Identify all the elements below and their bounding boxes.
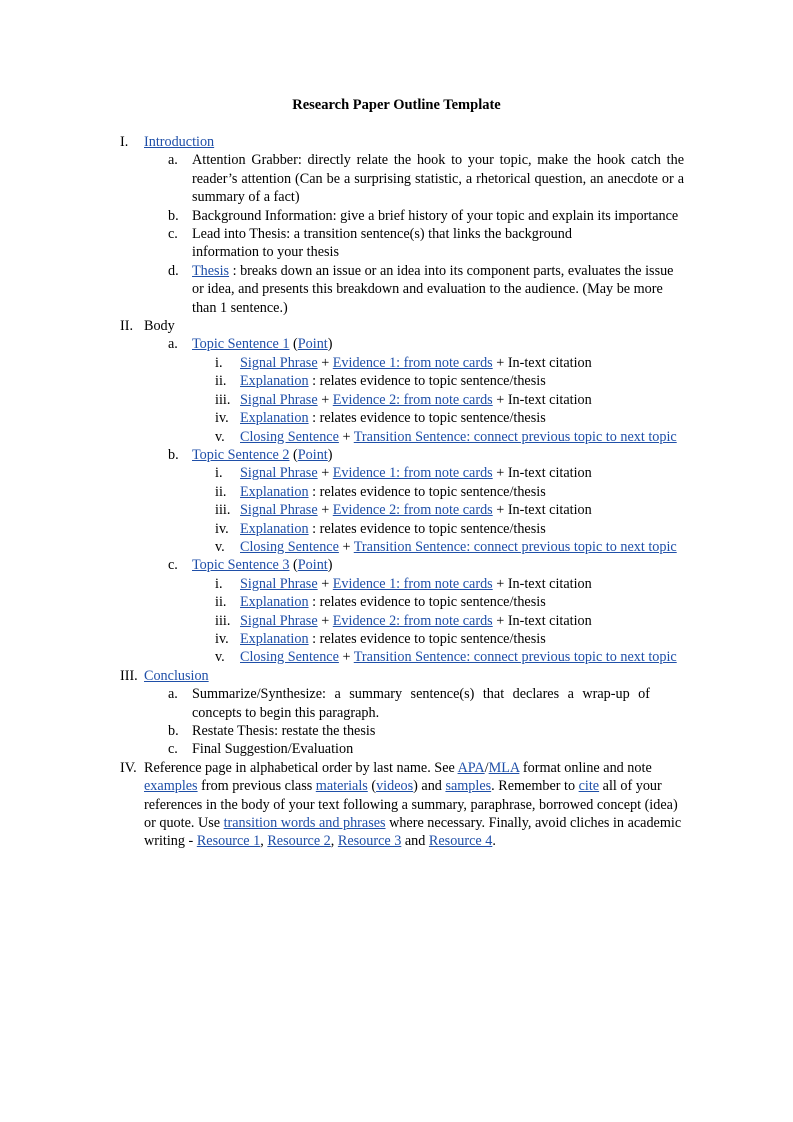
videos-link[interactable]: videos (376, 778, 414, 795)
slash: / (484, 759, 489, 776)
plus-sign: + (317, 502, 333, 519)
plus-sign: + (492, 391, 508, 408)
roman-numeral: iii. (215, 502, 231, 519)
roman-numeral: ii. (215, 483, 227, 500)
roman-numeral: ii. (215, 373, 227, 390)
item-letter: a. (168, 686, 178, 703)
sub-item-ii (0, 593, 698, 611)
topic-sentence-link[interactable]: Topic Sentence 2 (192, 446, 290, 463)
plus-sign: + (317, 465, 333, 482)
resource-1-link[interactable]: Resource 1 (196, 833, 261, 850)
evidence-1-link[interactable]: Evidence 1: from note cards (332, 575, 493, 592)
section-number: I. (120, 134, 129, 150)
item-letter: c. (168, 741, 178, 758)
item-letter: d. (168, 262, 179, 279)
in-text-citation: In-text citation (507, 575, 592, 592)
introduction-link[interactable]: Introduction (144, 134, 215, 150)
sub-item-iii (0, 612, 698, 630)
paren: ) (327, 446, 333, 463)
signal-phrase-link[interactable]: Signal Phrase (240, 502, 318, 519)
materials-link[interactable]: materials (315, 778, 368, 795)
references-text: . (492, 833, 496, 850)
comma: , (260, 833, 268, 850)
references-text: ) and (413, 778, 446, 795)
comma: , (330, 833, 338, 850)
roman-numeral: iv. (215, 630, 229, 647)
sub-item-iii (0, 391, 698, 409)
conclusion-item-c (0, 740, 684, 758)
cite-link[interactable]: cite (578, 778, 600, 795)
transition-sentence-link[interactable]: Transition Sentence: connect previous topic to next topic (353, 428, 677, 445)
point-link[interactable]: Point (297, 557, 328, 574)
section-conclusion (0, 667, 684, 685)
topic-sentence-1 (0, 335, 684, 353)
evidence-1-link[interactable]: Evidence 1: from note cards (332, 354, 493, 371)
intro-item-c (0, 225, 612, 262)
plus-sign: + (492, 575, 508, 592)
intro-item-text: Lead into Thesis: a transition sentence(s) that links the background information to your thesis (192, 226, 572, 261)
roman-numeral: iii. (215, 612, 231, 629)
item-letter: c. (168, 226, 178, 243)
resource-4-link[interactable]: Resource 4 (428, 833, 493, 850)
point-link[interactable]: Point (297, 446, 328, 463)
explanation-text: : relates evidence to topic sentence/thesis (308, 630, 546, 647)
signal-phrase-link[interactable]: Signal Phrase (240, 575, 318, 592)
roman-numeral: iii. (215, 391, 231, 408)
explanation-link[interactable]: Explanation (240, 373, 309, 390)
references-text: ( (367, 778, 377, 795)
sub-item-i (0, 354, 698, 372)
conclusion-item-text: Final Suggestion/Evaluation (192, 741, 354, 758)
section-number: III. (120, 667, 138, 684)
references-text: where necessary. Finally, avoid cliches in academic writing - (144, 815, 682, 850)
roman-numeral: iv. (215, 520, 229, 537)
section-label: Body (144, 318, 175, 335)
intro-item-a (0, 151, 684, 206)
references-text: and (401, 833, 429, 850)
plus-sign: + (317, 612, 333, 629)
samples-link[interactable]: samples (445, 778, 492, 795)
signal-phrase-link[interactable]: Signal Phrase (240, 612, 318, 629)
topic-sentence-link[interactable]: Topic Sentence 3 (192, 557, 290, 574)
evidence-2-link[interactable]: Evidence 2: from note cards (332, 391, 493, 408)
sub-item-v (0, 428, 698, 446)
conclusion-link[interactable]: Conclusion (144, 667, 209, 684)
explanation-text: : relates evidence to topic sentence/thesis (308, 410, 546, 427)
sub-item-ii (0, 483, 698, 501)
section-number: IV. (120, 759, 137, 776)
conclusion-item-b (0, 722, 684, 740)
sub-item-v (0, 538, 698, 556)
references-paragraph (144, 759, 684, 851)
roman-numeral: i. (215, 465, 223, 482)
roman-numeral: i. (215, 354, 223, 371)
item-letter: b. (168, 446, 179, 463)
section-introduction (0, 133, 684, 151)
intro-item-text: Attention Grabber: directly relate the hook to your topic, make the hook catch the reader’s attention (Can be a surprising statistic, a rhetorical question, an anecdote or a summary of a fact) (192, 152, 684, 206)
explanation-text: : relates evidence to topic sentence/thesis (308, 520, 546, 537)
plus-sign: + (317, 575, 333, 592)
section-references (0, 759, 684, 851)
explanation-link[interactable]: Explanation (240, 410, 309, 427)
section-number: II. (120, 318, 133, 335)
item-letter: b. (168, 723, 179, 739)
intro-item-b (0, 207, 684, 225)
topic-sentence-link[interactable]: Topic Sentence 1 (192, 336, 290, 353)
sub-item-iv (0, 409, 698, 427)
roman-numeral: iv. (215, 410, 229, 427)
sub-item-i (0, 464, 698, 482)
page-title: Research Paper Outline Template (292, 97, 501, 113)
evidence-2-link[interactable]: Evidence 2: from note cards (332, 502, 493, 519)
conclusion-item-text: Summarize/Synthesize: a summary sentence(s) that declares a wrap-up of concepts to begin this paragraph. (192, 686, 650, 721)
plus-sign: + (492, 612, 508, 629)
signal-phrase-link[interactable]: Signal Phrase (240, 391, 318, 408)
roman-numeral: v. (215, 649, 225, 666)
sub-item-iv (0, 520, 698, 538)
references-text: format online and note (519, 759, 652, 776)
apa-link[interactable]: APA (457, 759, 485, 776)
sub-item-i (0, 575, 698, 593)
explanation-text: : relates evidence to topic sentence/thesis (308, 373, 546, 390)
outline (0, 133, 793, 851)
closing-sentence-link[interactable]: Closing Sentence (240, 428, 339, 445)
point-link[interactable]: Point (297, 336, 328, 353)
conclusion-item-text: Restate Thesis: restate the thesis (192, 723, 376, 739)
references-text: Reference page in alphabetical order by last name. See (144, 759, 458, 776)
roman-numeral: i. (215, 575, 223, 592)
signal-phrase-link[interactable]: Signal Phrase (240, 465, 318, 482)
closing-sentence-link[interactable]: Closing Sentence (240, 538, 339, 555)
explanation-text: : relates evidence to topic sentence/thesis (308, 594, 546, 611)
plus-sign: + (492, 465, 508, 482)
topic-sentence-3 (0, 556, 684, 574)
item-letter: c. (168, 557, 178, 574)
resource-3-link[interactable]: Resource 3 (337, 833, 402, 850)
sub-item-v (0, 648, 698, 666)
transition-sentence-link[interactable]: Transition Sentence: connect previous topic to next topic (353, 649, 677, 666)
plus-sign: + (317, 354, 333, 371)
roman-numeral: ii. (215, 594, 227, 611)
thesis-description: : breaks down an issue or an idea into its component parts, evaluates the issue or idea, and presents this breakdown and evaluation to the audience. (May be more than 1 sentence.) (192, 262, 674, 316)
in-text-citation: In-text citation (507, 391, 592, 408)
item-letter: a. (168, 336, 178, 353)
in-text-citation: In-text citation (507, 354, 592, 371)
resource-2-link[interactable]: Resource 2 (267, 833, 331, 850)
intro-item-text: Background Information: give a brief history of your topic and explain its importance (192, 207, 679, 224)
examples-link[interactable]: examples (144, 778, 198, 795)
paren: ) (327, 336, 333, 353)
explanation-link[interactable]: Explanation (240, 594, 309, 611)
transition-sentence-link[interactable]: Transition Sentence: connect previous topic to next topic (353, 538, 677, 555)
thesis-link[interactable]: Thesis (192, 262, 230, 279)
paren: ( (289, 446, 298, 463)
plus-sign: + (338, 428, 354, 445)
item-letter: b. (168, 207, 179, 224)
signal-phrase-link[interactable]: Signal Phrase (240, 354, 318, 371)
sub-item-iv (0, 630, 698, 648)
references-text: . Remember to (491, 778, 579, 795)
transition-words-link[interactable]: transition words and phrases (223, 815, 386, 832)
roman-numeral: v. (215, 428, 225, 445)
sub-item-ii (0, 372, 698, 390)
in-text-citation: In-text citation (507, 612, 592, 629)
roman-numeral: v. (215, 538, 225, 555)
plus-sign: + (492, 354, 508, 371)
item-letter: a. (168, 152, 178, 169)
explanation-link[interactable]: Explanation (240, 520, 309, 537)
in-text-citation: In-text citation (507, 465, 592, 482)
intro-item-d (0, 262, 684, 317)
plus-sign: + (492, 502, 508, 519)
sub-item-iii (0, 501, 698, 519)
evidence-1-link[interactable]: Evidence 1: from note cards (332, 465, 493, 482)
in-text-citation: In-text citation (507, 502, 592, 519)
references-text: all of your references in the body of your text following a summary, paraphrase, borrowed concept (idea) or quote. Use (144, 778, 678, 832)
mla-link[interactable]: MLA (488, 759, 520, 776)
closing-sentence-link[interactable]: Closing Sentence (240, 649, 339, 666)
paren: ( (289, 557, 298, 574)
plus-sign: + (317, 391, 333, 408)
plus-sign: + (338, 649, 354, 666)
topic-sentence-2 (0, 446, 684, 464)
paren: ) (327, 557, 333, 574)
references-text: from previous class (197, 778, 316, 795)
section-body (0, 317, 684, 335)
explanation-link[interactable]: Explanation (240, 630, 309, 647)
plus-sign: + (338, 538, 354, 555)
explanation-text: : relates evidence to topic sentence/thesis (308, 483, 546, 500)
evidence-2-link[interactable]: Evidence 2: from note cards (332, 612, 493, 629)
paren: ( (289, 336, 298, 353)
explanation-link[interactable]: Explanation (240, 483, 309, 500)
conclusion-item-a (0, 685, 650, 722)
